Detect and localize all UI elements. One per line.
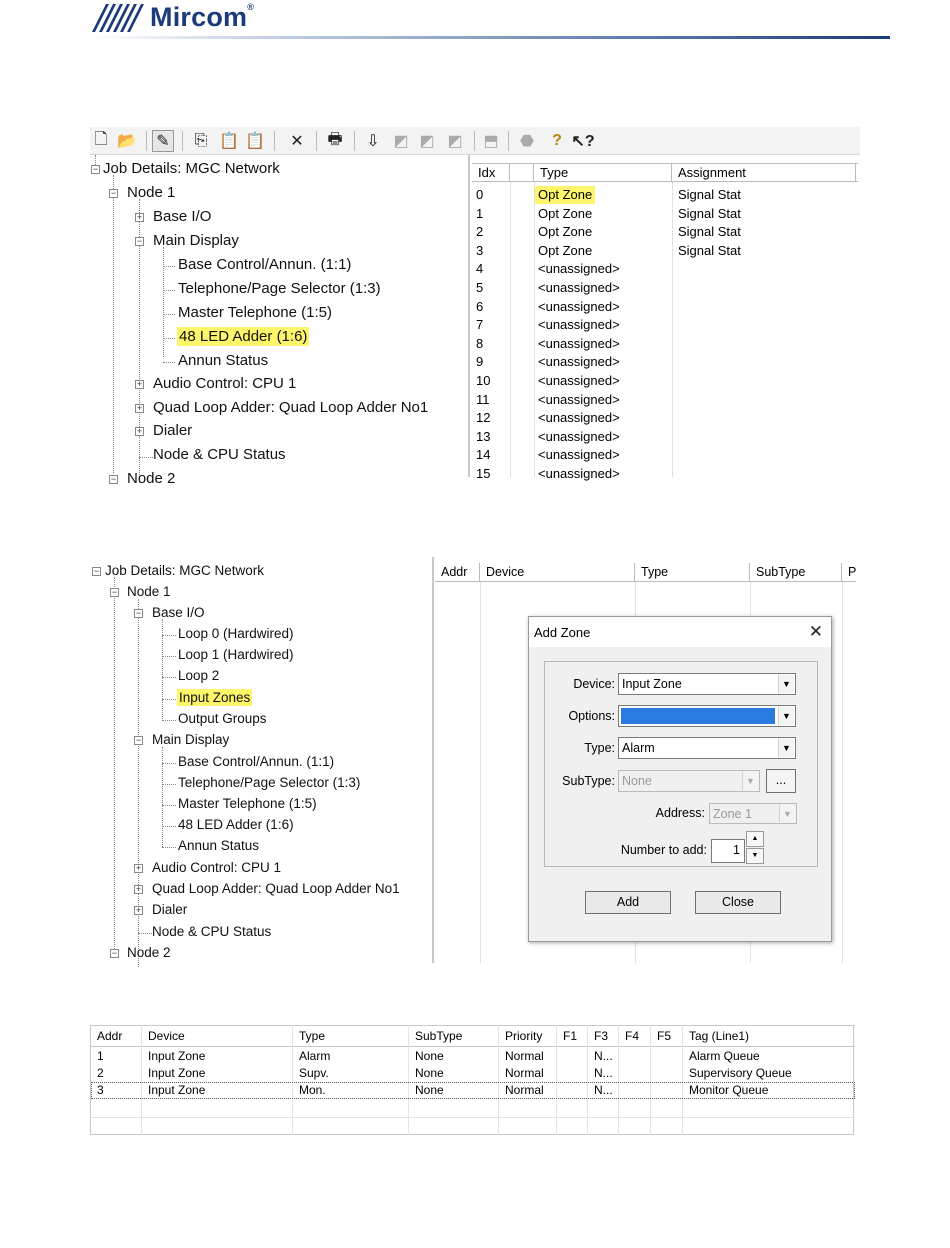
number-to-add-value: 1 bbox=[733, 843, 740, 857]
splitter[interactable] bbox=[468, 155, 470, 477]
device-value: Input Zone bbox=[622, 677, 682, 691]
tree-node-node-cpu-status[interactable]: Node & CPU Status bbox=[153, 446, 286, 463]
table-cell: None bbox=[415, 1049, 444, 1063]
tree-node-input-zones[interactable]: Input Zones bbox=[179, 690, 251, 705]
column-header-type[interactable]: Type bbox=[635, 563, 750, 581]
column-header-addr[interactable]: Addr bbox=[435, 563, 480, 581]
table-cell: <unassigned> bbox=[538, 335, 620, 351]
table-row[interactable] bbox=[472, 279, 858, 298]
tree-node-output-groups[interactable]: Output Groups bbox=[178, 711, 267, 726]
move-up-icon[interactable]: ◩ bbox=[393, 133, 409, 150]
table-row[interactable] bbox=[472, 298, 858, 317]
table-row[interactable] bbox=[472, 391, 858, 410]
table-cell: 1 bbox=[97, 1049, 104, 1063]
table-cell: <unassigned> bbox=[538, 466, 620, 481]
tree-node-quad-loop-adder[interactable]: Quad Loop Adder: Quad Loop Adder No1 bbox=[153, 399, 429, 416]
grid-header bbox=[91, 1025, 855, 1047]
table-cell: 0 bbox=[476, 187, 484, 202]
table-cell: Opt Zone bbox=[535, 186, 595, 204]
expand-icon[interactable]: + bbox=[136, 426, 143, 436]
tree-node-telephone-page-selector[interactable]: Telephone/Page Selector (1:3) bbox=[178, 280, 381, 297]
table-row[interactable] bbox=[472, 223, 858, 242]
expand-icon[interactable]: + bbox=[136, 212, 143, 222]
tree-node-audio-control[interactable]: Audio Control: CPU 1 bbox=[153, 375, 297, 392]
tree-node-node-1[interactable]: Node 1 bbox=[127, 584, 171, 599]
table-row[interactable] bbox=[472, 205, 858, 224]
job-tree bbox=[90, 557, 432, 963]
collapse-icon[interactable]: − bbox=[110, 474, 117, 484]
screenshot-add-zone bbox=[90, 557, 856, 963]
column-header-f4[interactable]: F4 bbox=[625, 1029, 640, 1043]
table-cell: <unassigned> bbox=[538, 391, 620, 407]
type-label: Type: bbox=[584, 741, 615, 755]
address-label: Address: bbox=[655, 806, 705, 820]
table-cell bbox=[557, 1065, 563, 1082]
tree-node-job-details[interactable]: Job Details: MGC Network bbox=[103, 160, 280, 177]
subtype-browse-button[interactable]: ... bbox=[766, 769, 796, 793]
column-header-tag[interactable]: Tag (Line1) bbox=[689, 1029, 750, 1043]
expand-icon[interactable]: + bbox=[136, 403, 143, 413]
close-button[interactable]: Close bbox=[695, 891, 781, 914]
table-cell: 9 bbox=[476, 354, 484, 370]
table-cell: 5 bbox=[476, 280, 484, 295]
table-cell: Alarm Queue bbox=[689, 1049, 760, 1063]
table-cell: 10 bbox=[476, 373, 491, 388]
number-to-add-input[interactable] bbox=[711, 839, 745, 863]
tree-node-audio-control[interactable]: Audio Control: CPU 1 bbox=[152, 860, 282, 875]
column-header-device[interactable]: Device bbox=[148, 1029, 185, 1043]
dialog-title: Add Zone bbox=[534, 625, 591, 640]
table-cell: <unassigned> bbox=[538, 298, 620, 314]
table-row[interactable] bbox=[472, 446, 858, 465]
table-cell: 15 bbox=[476, 466, 491, 481]
expand-icon[interactable]: + bbox=[135, 905, 142, 915]
tree-node-main-display[interactable]: Main Display bbox=[153, 232, 239, 249]
led-assignment-grid bbox=[472, 157, 858, 481]
tree-node-dialer[interactable]: Dialer bbox=[152, 902, 188, 917]
table-cell: 14 bbox=[476, 447, 491, 463]
grid-header bbox=[472, 163, 858, 182]
close-icon[interactable]: ✕ bbox=[808, 622, 823, 641]
table-cell: Supervisory Queue bbox=[689, 1066, 792, 1080]
table-cell: Opt Zone bbox=[538, 242, 593, 258]
column-divider bbox=[534, 182, 535, 477]
column-header-f5[interactable]: F5 bbox=[657, 1029, 672, 1043]
add-zone-dialog bbox=[528, 616, 832, 942]
device-label: Device: bbox=[573, 677, 615, 691]
table-row[interactable] bbox=[91, 1065, 855, 1082]
device-select[interactable] bbox=[618, 673, 796, 695]
tree-node-node-2[interactable]: Node 2 bbox=[127, 945, 171, 960]
type-select[interactable] bbox=[618, 737, 796, 759]
tree-node-loop-0[interactable]: Loop 0 (Hardwired) bbox=[178, 626, 294, 641]
table-cell: 12 bbox=[476, 410, 491, 426]
table-cell: 4 bbox=[476, 261, 484, 277]
address-value: Zone 1 bbox=[713, 807, 752, 821]
column-header-device[interactable]: Device bbox=[480, 563, 635, 581]
column-header-subtype[interactable]: SubType bbox=[750, 563, 842, 581]
column-header-subtype[interactable]: SubType bbox=[415, 1029, 463, 1043]
subtype-select[interactable] bbox=[618, 770, 760, 792]
table-cell: Signal Stat bbox=[678, 205, 741, 221]
address-select[interactable] bbox=[709, 803, 797, 824]
table-cell bbox=[619, 1048, 625, 1065]
column-header-idx[interactable]: Idx bbox=[472, 164, 510, 182]
collapse-icon[interactable]: − bbox=[135, 608, 142, 618]
tree-node-base-control[interactable]: Base Control/Annun. (1:1) bbox=[178, 256, 352, 273]
header-divider bbox=[90, 36, 890, 39]
move-down-icon[interactable]: ◩ bbox=[419, 133, 435, 150]
table-cell: <unassigned> bbox=[538, 428, 620, 444]
table-cell: Signal Stat bbox=[678, 187, 741, 202]
context-help-icon[interactable]: ↖? bbox=[571, 133, 595, 150]
table-cell: Normal bbox=[505, 1049, 544, 1063]
column-header-priority[interactable]: Priority bbox=[505, 1029, 543, 1043]
table-cell: <unassigned> bbox=[538, 280, 620, 295]
tree-node-annun-status[interactable]: Annun Status bbox=[178, 352, 269, 369]
page-header bbox=[90, 0, 890, 40]
tree-node-base-control[interactable]: Base Control/Annun. (1:1) bbox=[178, 754, 335, 769]
tree-node-48-led-adder[interactable]: 48 LED Adder (1:6) bbox=[178, 817, 294, 832]
expand-icon[interactable]: + bbox=[135, 863, 142, 873]
column-header-blank[interactable] bbox=[510, 164, 534, 182]
tree-node-loop-2[interactable]: Loop 2 bbox=[178, 668, 220, 683]
table-cell: Input Zone bbox=[148, 1083, 206, 1097]
collapse-icon[interactable]: − bbox=[135, 735, 142, 745]
table-cell: <unassigned> bbox=[538, 447, 620, 463]
table-cell: Input Zone bbox=[148, 1066, 206, 1080]
table-cell: 1 bbox=[476, 205, 484, 221]
mircom-logo-icon bbox=[90, 0, 148, 34]
column-header-type[interactable]: Type bbox=[534, 164, 672, 182]
table-cell: 8 bbox=[476, 335, 484, 351]
table-cell: Opt Zone bbox=[538, 224, 593, 240]
tree-node-base-io[interactable]: Base I/O bbox=[152, 605, 205, 620]
chevron-down-icon[interactable]: ▼ bbox=[779, 805, 795, 822]
tree-node-node-1[interactable]: Node 1 bbox=[127, 184, 176, 201]
table-cell bbox=[557, 1048, 563, 1065]
chevron-down-icon[interactable]: ▼ bbox=[778, 707, 794, 725]
table-cell: Signal Stat bbox=[678, 224, 741, 240]
table-cell: 2 bbox=[97, 1066, 104, 1080]
move-icon[interactable]: ◩ bbox=[447, 133, 463, 150]
table-row[interactable] bbox=[472, 260, 858, 279]
download-icon[interactable]: ⇩ bbox=[366, 133, 380, 150]
table-cell bbox=[619, 1065, 625, 1082]
table-cell: Normal bbox=[505, 1083, 544, 1097]
dialog-title-bar[interactable] bbox=[529, 617, 831, 647]
table-cell: Opt Zone bbox=[538, 205, 593, 221]
print-icon[interactable]: 🖶 bbox=[327, 130, 343, 148]
collapse-icon[interactable]: − bbox=[93, 566, 100, 576]
collapse-icon[interactable]: − bbox=[92, 164, 99, 174]
table-row[interactable] bbox=[472, 186, 858, 205]
table-row[interactable] bbox=[472, 316, 858, 335]
tree-node-annun-status[interactable]: Annun Status bbox=[178, 838, 260, 853]
chevron-down-icon[interactable]: ▼ bbox=[778, 675, 794, 693]
table-cell: <unassigned> bbox=[538, 261, 620, 277]
table-cell: Monitor Queue bbox=[689, 1083, 769, 1097]
table-cell: 11 bbox=[476, 391, 490, 407]
edit-pencil-icon[interactable]: ✎ bbox=[152, 130, 174, 152]
type-value: Alarm bbox=[622, 741, 655, 755]
chevron-down-icon[interactable]: ▼ bbox=[778, 739, 794, 757]
tree-node-quad-loop-adder[interactable]: Quad Loop Adder: Quad Loop Adder No1 bbox=[152, 881, 400, 896]
spin-up-icon[interactable]: ▲ bbox=[746, 831, 764, 847]
connect-icon[interactable]: ⬒ bbox=[483, 133, 499, 150]
table-row[interactable] bbox=[91, 1082, 855, 1099]
job-tree bbox=[90, 155, 468, 487]
table-cell bbox=[651, 1082, 657, 1099]
table-cell bbox=[651, 1065, 657, 1082]
help-icon[interactable]: ? bbox=[552, 132, 562, 149]
table-cell: None bbox=[415, 1066, 444, 1080]
tree-node-job-details[interactable]: Job Details: MGC Network bbox=[105, 563, 265, 578]
column-header-addr[interactable]: Addr bbox=[97, 1029, 123, 1043]
chevron-down-icon[interactable]: ▼ bbox=[742, 772, 758, 790]
tree-node-telephone-page-selector[interactable]: Telephone/Page Selector (1:3) bbox=[178, 775, 361, 790]
column-header-f3[interactable]: F3 bbox=[594, 1029, 609, 1043]
tree-node-node-2[interactable]: Node 2 bbox=[127, 470, 176, 487]
column-header-p[interactable]: P bbox=[848, 565, 857, 579]
collapse-icon[interactable]: − bbox=[136, 236, 143, 246]
open-folder-icon[interactable]: 📂 bbox=[117, 133, 137, 150]
splitter[interactable] bbox=[432, 557, 434, 963]
table-cell: Supv. bbox=[299, 1066, 329, 1080]
table-cell: Input Zone bbox=[148, 1049, 206, 1063]
options-selection bbox=[621, 708, 775, 724]
table-row[interactable] bbox=[91, 1048, 855, 1065]
tree-node-node-cpu-status[interactable]: Node & CPU Status bbox=[152, 924, 272, 939]
table-cell: 3 bbox=[476, 242, 484, 258]
table-cell: Signal Stat bbox=[678, 242, 741, 258]
table-row[interactable] bbox=[472, 242, 858, 261]
table-cell: Alarm bbox=[299, 1049, 331, 1063]
table-cell bbox=[651, 1048, 657, 1065]
table-cell: Normal bbox=[505, 1066, 544, 1080]
subtype-value: None bbox=[622, 774, 652, 788]
table-cell: <unassigned> bbox=[538, 373, 620, 388]
delete-icon[interactable]: ✕ bbox=[290, 133, 304, 150]
table-row[interactable] bbox=[472, 465, 858, 484]
collapse-icon[interactable]: − bbox=[111, 948, 118, 958]
table-row[interactable] bbox=[472, 353, 858, 372]
table-cell: 13 bbox=[476, 428, 491, 444]
table-row[interactable] bbox=[472, 335, 858, 354]
add-button[interactable]: Add bbox=[585, 891, 671, 914]
column-divider bbox=[672, 182, 673, 477]
table-cell bbox=[557, 1082, 563, 1099]
toolbar bbox=[90, 127, 860, 155]
table-cell: N... bbox=[594, 1049, 613, 1063]
paste-icon[interactable]: 📋 bbox=[219, 133, 239, 150]
collapse-icon[interactable]: − bbox=[111, 587, 118, 597]
table-cell: N... bbox=[594, 1083, 613, 1097]
tree-node-master-telephone[interactable]: Master Telephone (1:5) bbox=[178, 796, 317, 811]
expand-icon[interactable]: + bbox=[136, 379, 143, 389]
table-cell: None bbox=[415, 1083, 444, 1097]
paste-special-icon[interactable]: 📋 bbox=[245, 133, 265, 150]
options-label: Options: bbox=[568, 709, 615, 723]
tree-node-48-led-adder[interactable]: 48 LED Adder (1:6) bbox=[179, 328, 308, 345]
tree-node-base-io[interactable]: Base I/O bbox=[153, 208, 212, 225]
new-file-icon[interactable]: 🗋 bbox=[94, 130, 108, 148]
table-cell: <unassigned> bbox=[538, 410, 620, 426]
screenshot-led-adder bbox=[90, 127, 860, 487]
table-cell: N... bbox=[594, 1066, 613, 1080]
table-cell: 2 bbox=[476, 224, 484, 240]
options-select[interactable] bbox=[618, 705, 796, 727]
brand-name: Mircom® bbox=[150, 2, 255, 32]
number-to-add-label: Number to add: bbox=[620, 843, 707, 857]
table-cell: 6 bbox=[476, 298, 484, 314]
table-cell bbox=[619, 1082, 625, 1099]
grid-header bbox=[435, 563, 856, 582]
column-divider bbox=[510, 182, 511, 477]
expand-icon[interactable]: + bbox=[135, 884, 142, 894]
collapse-icon[interactable]: − bbox=[110, 188, 117, 198]
table-row[interactable] bbox=[472, 409, 858, 428]
column-header-f1[interactable]: F1 bbox=[563, 1029, 578, 1043]
screenshot-input-zones-grid bbox=[90, 1025, 854, 1135]
tree-node-master-telephone[interactable]: Master Telephone (1:5) bbox=[178, 304, 332, 321]
tree-node-dialer[interactable]: Dialer bbox=[153, 422, 193, 439]
tree-node-loop-1[interactable]: Loop 1 (Hardwired) bbox=[178, 647, 294, 662]
table-cell: 7 bbox=[476, 317, 484, 333]
spin-down-icon[interactable]: ▼ bbox=[746, 848, 764, 864]
table-cell: <unassigned> bbox=[538, 354, 620, 370]
subtype-label: SubType: bbox=[562, 774, 615, 788]
copy-icon[interactable]: ⎘ bbox=[194, 132, 208, 149]
table-cell: 3 bbox=[97, 1083, 104, 1097]
table-row[interactable] bbox=[472, 428, 858, 447]
column-header-type[interactable]: Type bbox=[299, 1029, 326, 1043]
table-cell: Mon. bbox=[299, 1083, 326, 1097]
stop-icon[interactable]: ⬣ bbox=[520, 133, 534, 150]
table-cell: <unassigned> bbox=[538, 317, 620, 333]
column-header-assignment[interactable]: Assignment bbox=[672, 164, 856, 182]
table-row[interactable] bbox=[472, 372, 858, 391]
tree-node-main-display[interactable]: Main Display bbox=[152, 732, 230, 747]
